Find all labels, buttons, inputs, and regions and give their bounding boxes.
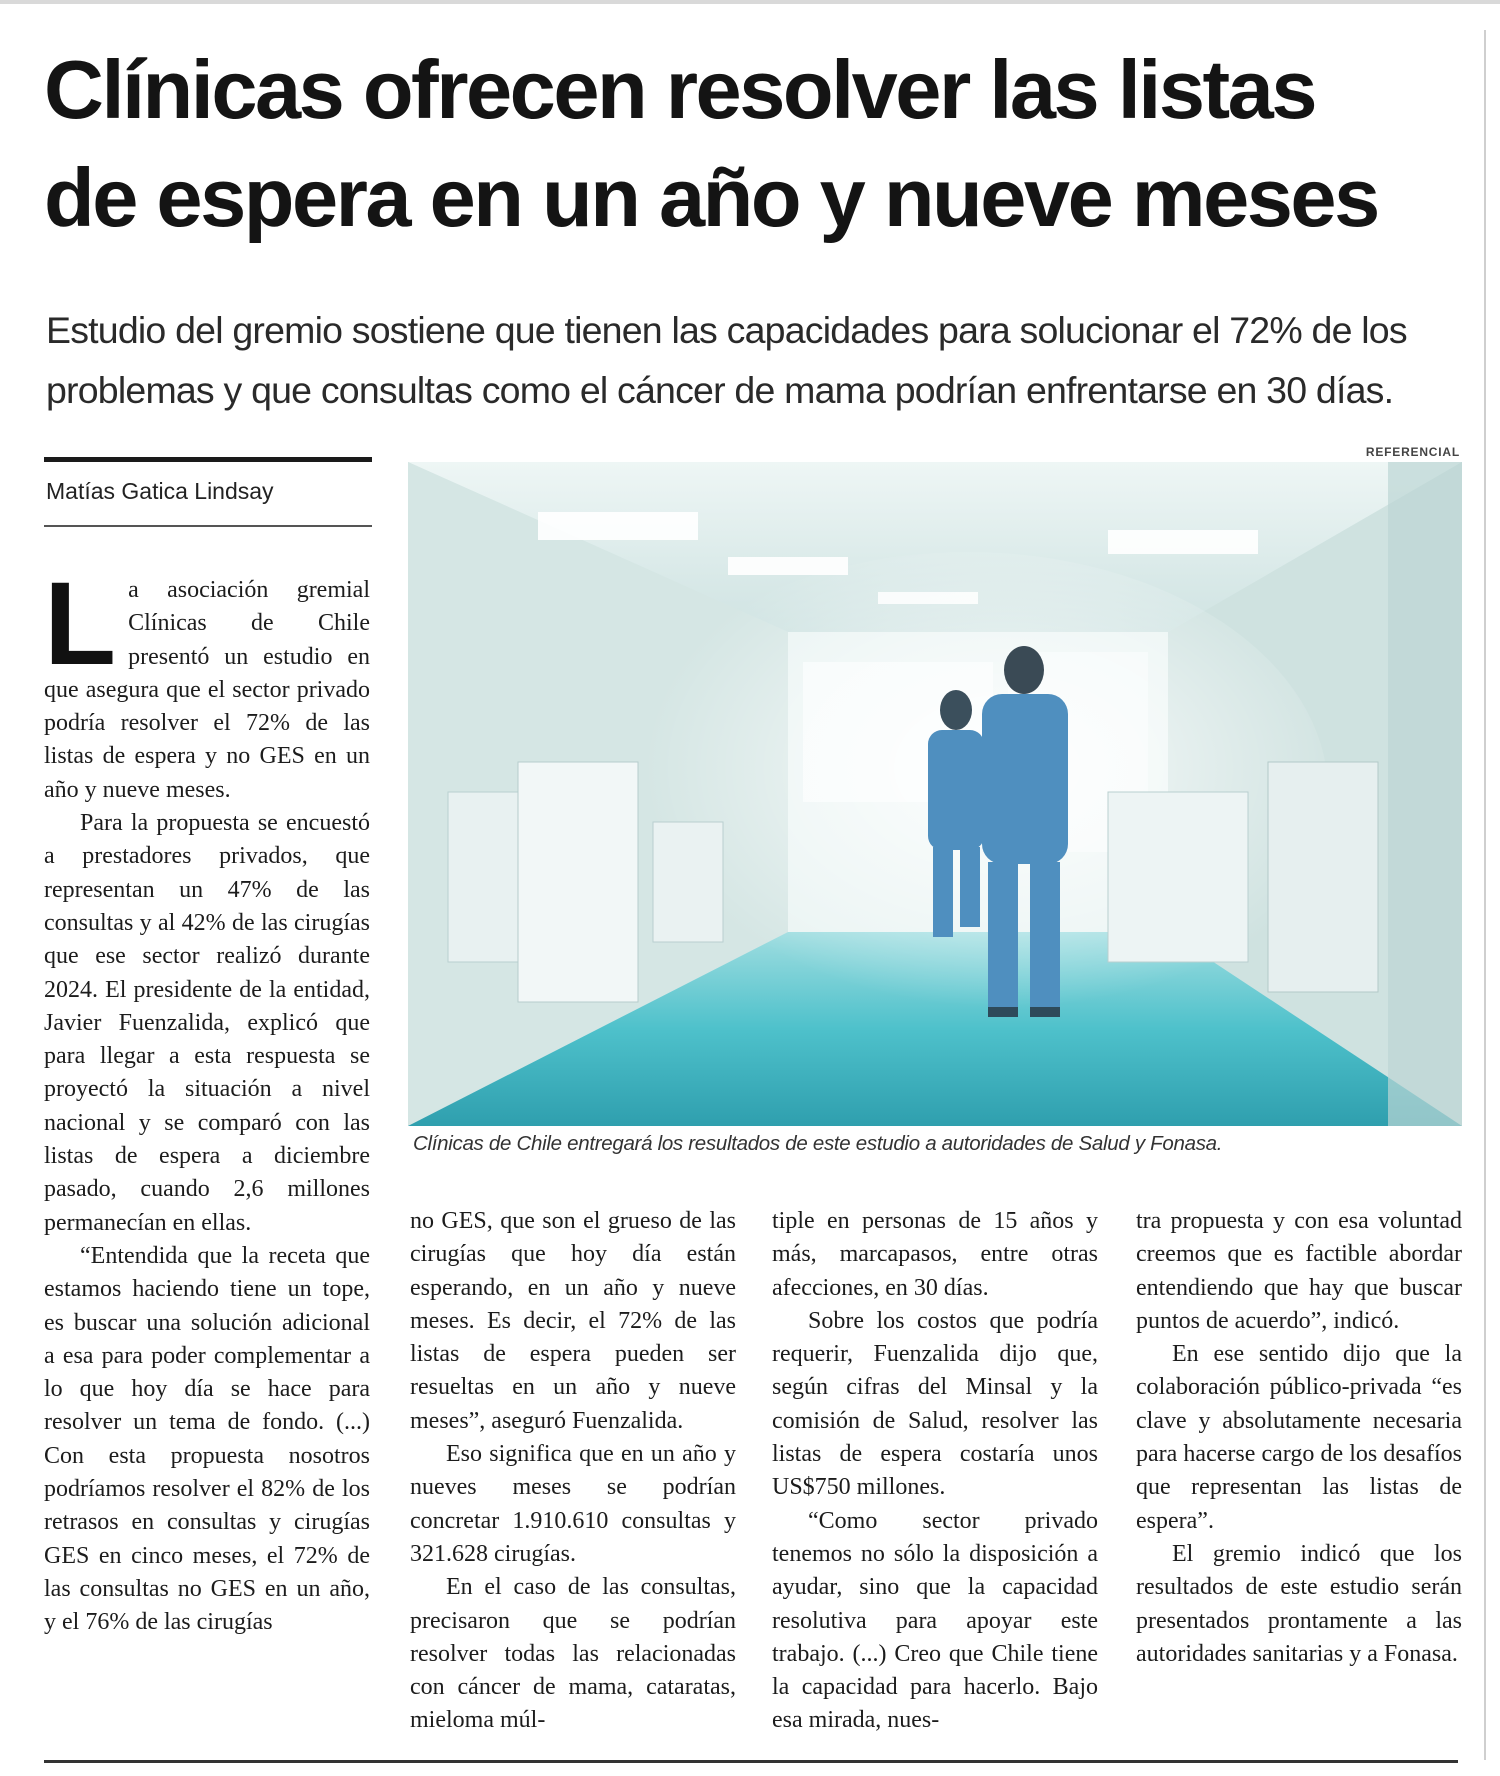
headline-line-1: Clínicas ofrecen resolver las listas: [44, 43, 1315, 136]
photo-caption: Clínicas de Chile entregará los resultados de este estudio a autoridades de Salud y Fonasa.: [413, 1132, 1223, 1155]
paragraph-2: Para la propuesta se encuestó a prestadores privados, que representan un 47% de las consultas y al 42% de las cirugías que ese sector realizó durante 2024. El presidente de la entidad, Javier Fuenzalida, explicó que para llegar a esta respuesta se proyectó la situación a nivel nacional y se comparó con las listas de espera a diciembre pasado, cuando 2,6 millones permanecían en ellas.: [44, 810, 370, 1236]
paragraph-7: tiple en personas de 15 años y más, marcapasos, entre otras afecciones, en 30 días.: [772, 1208, 1098, 1301]
paragraph-1: La asociación gremial Clínicas de Chile presentó un estudio en que asegura que el sector privado podría resolver el 72% de las listas de espera y no GES en un año y nueve meses.: [44, 558, 370, 803]
paragraph-3: “Entendida que la receta que estamos haciendo tiene un tope, es buscar una solución adicional a esa para poder complementar a lo que hoy día se hace para resolver un tema de fondo. (...) Con esta propuesta nosotros podríamos resolver el 82% de los retrasos en consultas y cirugías GES en cinco meses, el 72% de las consultas no GES en un año, y el 76% de las cirugías: [44, 1242, 370, 1636]
paragraph-5: Eso significa que en un año y nueves meses se podrían concretar 1.910.610 consultas y 321.628 cirugías.: [410, 1441, 736, 1567]
byline-rule-bottom: [44, 525, 372, 527]
paragraph-9: “Como sector privado tenemos no sólo la disposición a ayudar, sino que la capacidad resolutiva para apoyar este trabajo. (...) Creo que Chile tiene la capacidad para hacerlo. Bajo esa mirada, nues-: [772, 1507, 1098, 1734]
paragraph-10: tra propuesta y con esa voluntad creemos que es factible abordar entendiendo que hay que buscar puntos de acuerdo”, indicó.: [1136, 1208, 1462, 1334]
headline: [44, 36, 1464, 252]
deck-line-1: Estudio del gremio sostiene que tienen las capacidades para solucionar el 72% de los: [46, 309, 1407, 351]
paragraph-11: En ese sentido dijo que la colaboración público-privada “es clave y absolutamente necesaria para hacerse cargo de los desafíos que representan las listas de espera”.: [1136, 1341, 1462, 1534]
paragraph-8: Sobre los costos que podría requerir, Fuenzalida dijo que, según cifras del Minsal y la comisión de Salud, resolver las listas de espera costaría unos US$750 millones.: [772, 1307, 1098, 1501]
bottom-rule: [44, 1760, 1458, 1763]
deck-line-2: problemas y que consultas como el cáncer de mama podrían enfrentarse en 30 días.: [46, 369, 1394, 411]
headline-line-2: de espera en un año y nueve meses: [44, 151, 1378, 244]
paragraph-4: no GES, que son el grueso de las cirugías que hoy día están esperando, en un año y nueve meses. Es decir, el 72% de las listas de espera pueden ser resueltas en un año y nueve meses”, aseguró Fuenzalida.: [410, 1208, 736, 1434]
body-column-2: [410, 1205, 736, 1738]
paragraph-6: En el caso de las consultas, precisaron que se podrían resolver todas las relacionadas con cáncer de mama, cataratas, mieloma múl-: [410, 1574, 736, 1734]
byline-rule-top: [44, 457, 372, 462]
drop-cap: L: [44, 558, 117, 690]
hospital-corridor-photo: [408, 462, 1462, 1126]
photo-credit: REFERENCIAL: [1365, 445, 1460, 459]
byline: Matías Gatica Lindsay: [46, 478, 274, 504]
body-column-4: [1136, 1205, 1462, 1671]
body-column-1: [44, 558, 370, 1640]
deck-subtitle: [46, 300, 1466, 420]
top-border: [0, 0, 1500, 4]
column-rule-right: [1484, 30, 1486, 1760]
paragraph-12: El gremio indicó que los resultados de este estudio serán presentados prontamente a las autoridades sanitarias y a Fonasa.: [1136, 1540, 1462, 1667]
body-column-3: [772, 1205, 1098, 1738]
